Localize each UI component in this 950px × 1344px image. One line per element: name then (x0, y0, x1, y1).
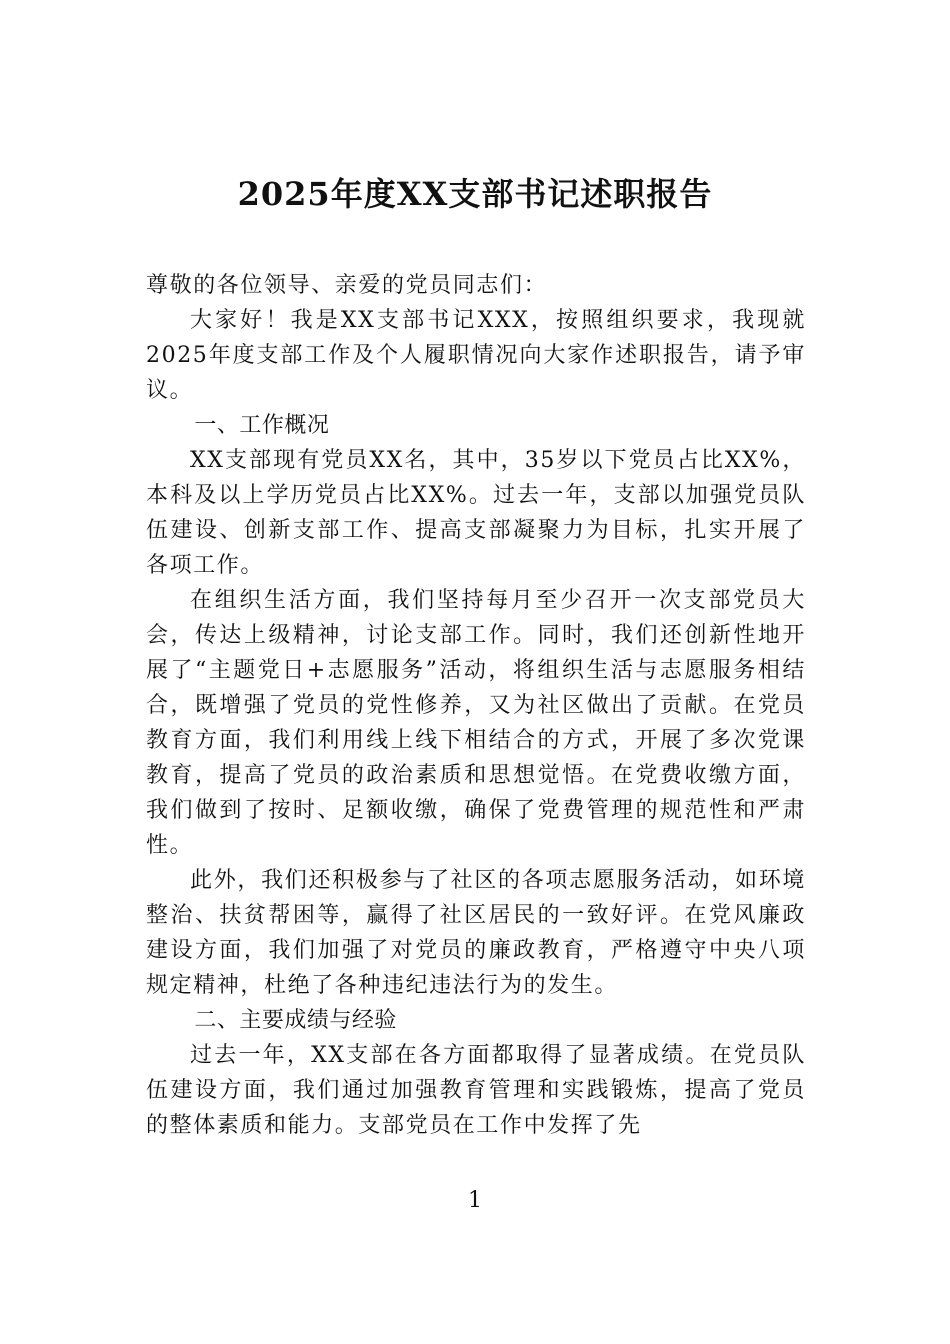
paragraph: 在组织生活方面，我们坚持每月至少召开一次支部党员大会，传达上级精神，讨论支部工作。同时，我们还创新性地开展了“主题党日+志愿服务”活动，将组织生活与志愿服务相结合，既增强了党员的党性修养，又为社区做出了贡献。在党员教育方面，我们利用线上线下相结合的方式，开展了多次党课教育，提高了党员的政治素质和思想觉悟。在党费收缴方面，我们做到了按时、足额收缴，确保了党费管理的规范性和严肃性。 (146, 588, 806, 858)
section-heading-overview: 一、工作概况 (194, 413, 330, 438)
section-heading-achievements: 二、主要成绩与经验 (194, 1008, 397, 1033)
paragraph: 此外，我们还积极参与了社区的各项志愿服务活动，如环境整治、扶贫帮困等，赢得了社区居民的一致好评。在党风廉政建设方面，我们加强了对党员的廉政教育，严格遵守中央八项规定精神，杜绝了各种违纪违法行为的发生。 (146, 868, 806, 998)
page-number: 1 (468, 1188, 482, 1213)
page-title: 2025年度XX支部书记述职报告 (237, 175, 713, 213)
greeting: 尊敬的各位领导、亲爱的党员同志们： (146, 273, 548, 298)
document-body (146, 268, 806, 1143)
paragraph: XX支部现有党员XX名，其中，35岁以下党员占比XX%，本科及以上学历党员占比XX%。过去一年，支部以加强党员队伍建设、创新支部工作、提高支部凝聚力为目标，扎实开展了各项工作。 (146, 448, 806, 578)
paragraph: 过去一年，XX支部在各方面都取得了显著成绩。在党员队伍建设方面，我们通过加强教育管理和实践锻炼，提高了党员的整体素质和能力。支部党员在工作中发挥了先 (146, 1043, 806, 1138)
intro-paragraph: 大家好！我是XX支部书记XXX，按照组织要求，我现就2025年度支部工作及个人履职情况向大家作述职报告，请予审议。 (146, 308, 806, 403)
